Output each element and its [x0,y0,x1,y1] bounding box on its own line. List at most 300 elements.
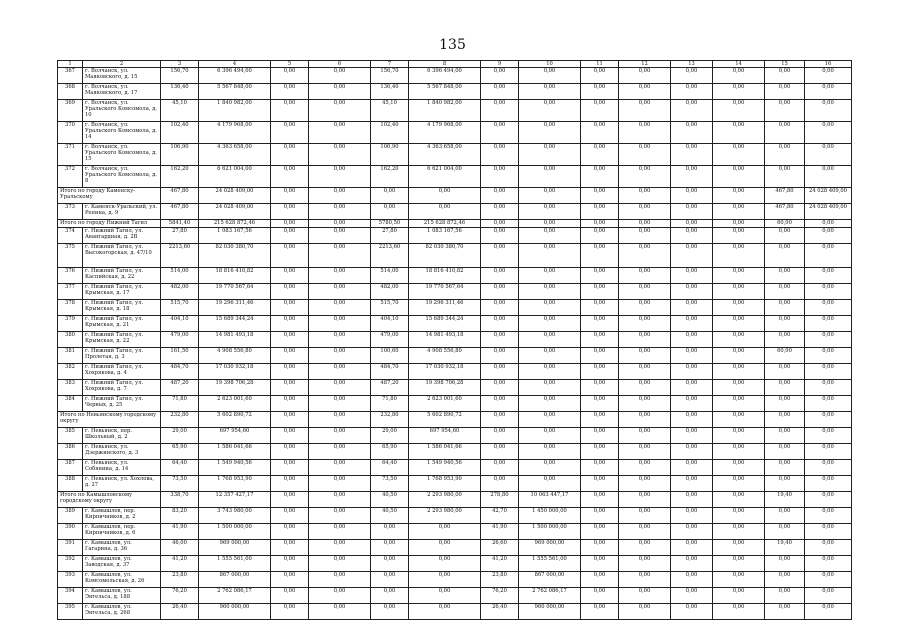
value-cell: 0,00 [481,396,519,412]
row-number: 389 [58,508,83,524]
address-cell: г. Камышлов, ул. Заводская, д. 37 [83,556,161,572]
address-cell: г. Нижний Тагил, ул. Черных, д. 25 [83,396,161,412]
value-cell: 0,00 [671,572,713,588]
value-cell: 0,00 [309,122,371,144]
value-cell: 0,00 [713,228,765,244]
column-header: 1 [58,61,83,68]
value-cell: 0,00 [309,220,371,228]
value-cell: 0,00 [581,228,619,244]
address-cell: г. Волчанск, ул. Маяковского, д. 15 [83,68,161,84]
value-cell: 0,00 [481,460,519,476]
value-cell: 0,00 [481,228,519,244]
value-cell: 0,00 [671,166,713,188]
value-cell: 479,00 [161,332,199,348]
value-cell: 19 398 706,28 [199,380,271,396]
address-cell: г. Невьянск, ул. Хохлова, д. 27 [83,476,161,492]
value-cell: 0,00 [619,220,671,228]
value-cell: 0,00 [309,332,371,348]
value-cell: 162,20 [371,166,409,188]
value-cell: 484,70 [371,364,409,380]
value-cell: 2 623 001,60 [409,396,481,412]
value-cell: 0,00 [371,556,409,572]
value-cell: 2 623 001,60 [199,396,271,412]
value-cell: 215 628 872,46 [409,220,481,228]
value-cell: 0,00 [519,332,581,348]
value-cell: 76,20 [161,588,199,604]
value-cell: 0,00 [581,364,619,380]
table-row [58,332,852,348]
value-cell: 19 770 567,64 [199,284,271,300]
value-cell: 0,00 [271,380,309,396]
value-cell: 0,00 [671,476,713,492]
value-cell: 0,00 [619,380,671,396]
value-cell: 0,00 [713,588,765,604]
value-cell: 0,00 [713,204,765,220]
value-cell: 0,00 [765,284,805,300]
address-cell: г. Нижний Тагил, ул. Крымская, д. 21 [83,316,161,332]
value-cell: 0,00 [765,364,805,380]
value-cell: 0,00 [481,122,519,144]
value-cell: 0,00 [805,364,852,380]
value-cell: 40,50 [371,492,409,508]
value-cell: 0,00 [713,444,765,460]
value-cell: 65,90 [161,444,199,460]
value-cell: 0,00 [713,460,765,476]
row-number: 379 [58,316,83,332]
value-cell: 3 743 980,00 [199,508,271,524]
value-cell: 0,00 [805,100,852,122]
table-row [58,444,852,460]
value-cell: 0,00 [581,540,619,556]
value-cell: 0,00 [481,68,519,84]
row-number: 376 [58,268,83,284]
value-cell: 0,00 [271,556,309,572]
table-row [58,476,852,492]
value-cell: 19 770 567,64 [409,284,481,300]
value-cell: 0,00 [671,524,713,540]
value-cell: 0,00 [519,188,581,204]
value-cell: 1 586 041,66 [199,444,271,460]
value-cell: 0,00 [271,268,309,284]
value-cell: 479,00 [371,332,409,348]
value-cell: 0,00 [519,444,581,460]
value-cell: 26,40 [481,604,519,620]
value-cell: 0,00 [371,204,409,220]
value-cell: 76,20 [481,588,519,604]
value-cell: 0,00 [481,84,519,100]
value-cell: 0,00 [765,572,805,588]
value-cell: 0,00 [805,68,852,84]
value-cell: 41,20 [481,556,519,572]
value-cell: 19,40 [765,540,805,556]
value-cell: 0,00 [581,268,619,284]
value-cell: 5780,50 [371,220,409,228]
value-cell: 515,70 [161,300,199,316]
value-cell: 0,00 [581,100,619,122]
value-cell: 1 083 167,56 [199,228,271,244]
address-cell: г. Волчанск, ул. Маяковского, д. 17 [83,84,161,100]
value-cell: 0,00 [271,244,309,268]
value-cell: 4 179 968,00 [199,122,271,144]
row-number: 395 [58,604,83,620]
value-cell: 0,00 [581,204,619,220]
value-cell: 0,00 [581,188,619,204]
value-cell: 0,00 [671,300,713,316]
value-cell: 0,00 [371,524,409,540]
value-cell: 41,20 [161,556,199,572]
table-row [58,68,852,84]
value-cell: 0,00 [309,144,371,166]
row-number: 384 [58,396,83,412]
value-cell: 0,00 [581,122,619,144]
value-cell: 0,00 [409,604,481,620]
value-cell: 0,00 [671,460,713,476]
value-cell: 0,00 [519,380,581,396]
value-cell: 0,00 [713,316,765,332]
subtotal-label: Итого по городу Нижний Тагил [58,220,161,228]
value-cell: 0,00 [805,244,852,268]
value-cell: 0,00 [371,604,409,620]
address-cell: г. Нижний Тагил, ул. Крымская, д. 22 [83,332,161,348]
value-cell: 102,40 [371,122,409,144]
address-cell: г. Камышлов, пер. Кирпичников, д. 2 [83,508,161,524]
value-cell: 0,00 [581,300,619,316]
value-cell: 0,00 [581,68,619,84]
value-cell: 484,70 [161,364,199,380]
value-cell: 0,00 [765,100,805,122]
value-cell: 0,00 [309,508,371,524]
value-cell: 0,00 [619,492,671,508]
value-cell: 0,00 [271,188,309,204]
value-cell: 0,00 [271,100,309,122]
value-cell: 1 549 940,56 [409,460,481,476]
value-cell: 0,00 [619,188,671,204]
value-cell: 0,00 [671,540,713,556]
value-cell: 0,00 [581,144,619,166]
value-cell: 0,00 [519,228,581,244]
value-cell: 0,00 [271,220,309,228]
row-number: 367 [58,68,83,84]
value-cell: 73,50 [371,476,409,492]
value-cell: 0,00 [581,396,619,412]
value-cell: 2 762 086,17 [199,588,271,604]
value-cell: 0,00 [619,460,671,476]
value-cell: 0,00 [519,220,581,228]
value-cell: 215 628 872,46 [199,220,271,228]
row-number: 386 [58,444,83,460]
table-row [58,300,852,316]
value-cell: 1 586 041,66 [409,444,481,460]
value-cell: 0,00 [671,380,713,396]
value-cell: 0,00 [805,412,852,428]
value-cell: 0,00 [619,84,671,100]
value-cell: 0,00 [671,412,713,428]
row-number: 394 [58,588,83,604]
value-cell: 0,00 [671,588,713,604]
column-number-row [58,61,852,68]
table-row [58,100,852,122]
value-cell: 0,00 [619,444,671,460]
column-header: 7 [371,61,409,68]
value-cell: 14 981 493,18 [199,332,271,348]
value-cell: 0,00 [805,348,852,364]
address-cell: г. Камышлов, ул. Гагарина, д. 36 [83,540,161,556]
value-cell: 515,70 [371,300,409,316]
value-cell: 19 296 311,46 [199,300,271,316]
value-cell: 0,00 [309,188,371,204]
value-cell: 0,00 [713,268,765,284]
row-number: 385 [58,428,83,444]
value-cell: 0,00 [619,316,671,332]
value-cell: 0,00 [309,84,371,100]
value-cell: 482,00 [161,284,199,300]
row-number: 368 [58,84,83,100]
value-cell: 0,00 [765,68,805,84]
value-cell: 0,00 [309,604,371,620]
value-cell: 106,90 [161,144,199,166]
table-row [58,144,852,166]
value-cell: 0,00 [309,524,371,540]
table-row [58,284,852,300]
value-cell: 0,00 [481,476,519,492]
value-cell: 0,00 [671,492,713,508]
value-cell: 0,00 [481,244,519,268]
value-cell: 0,00 [481,348,519,364]
value-cell: 1 500 000,00 [199,524,271,540]
value-cell: 0,00 [309,572,371,588]
value-cell: 0,00 [271,316,309,332]
value-cell: 0,00 [713,84,765,100]
value-cell: 0,00 [765,268,805,284]
value-cell: 0,00 [481,100,519,122]
value-cell: 0,00 [271,300,309,316]
value-cell: 0,00 [713,540,765,556]
value-cell: 0,00 [713,396,765,412]
value-cell: 514,00 [161,268,199,284]
value-cell: 0,00 [271,460,309,476]
value-cell: 2213,60 [161,244,199,268]
value-cell: 83,20 [161,508,199,524]
value-cell: 29,00 [371,428,409,444]
value-cell: 0,00 [765,396,805,412]
value-cell: 0,00 [481,380,519,396]
table-row [58,316,852,332]
value-cell: 45,10 [161,100,199,122]
value-cell: 156,70 [161,68,199,84]
value-cell: 482,00 [371,284,409,300]
value-cell: 0,00 [271,122,309,144]
value-cell: 0,00 [481,188,519,204]
value-cell: 487,20 [161,380,199,396]
value-cell: 0,00 [581,316,619,332]
value-cell: 0,00 [581,556,619,572]
value-cell: 17 030 932,18 [409,364,481,380]
value-cell: 0,00 [409,556,481,572]
column-header: 6 [309,61,371,68]
table-row [58,228,852,244]
table-row [58,556,852,572]
value-cell: 40,50 [371,508,409,524]
row-number: 382 [58,364,83,380]
value-cell: 0,00 [309,380,371,396]
value-cell: 0,00 [713,348,765,364]
value-cell: 0,00 [309,396,371,412]
value-cell: 0,00 [765,588,805,604]
value-cell: 6 396 494,00 [409,68,481,84]
value-cell: 5 567 848,00 [199,84,271,100]
value-cell: 73,50 [161,476,199,492]
value-cell: 0,00 [309,316,371,332]
value-cell: 0,00 [519,348,581,364]
table-row [58,364,852,380]
value-cell: 0,00 [271,144,309,166]
value-cell: 0,00 [581,166,619,188]
row-number: 380 [58,332,83,348]
value-cell: 0,00 [519,84,581,100]
value-cell: 0,00 [619,348,671,364]
value-cell: 0,00 [619,166,671,188]
value-cell: 23,80 [161,572,199,588]
value-cell: 2 762 086,17 [519,588,581,604]
value-cell: 0,00 [765,332,805,348]
column-header: 5 [271,61,309,68]
value-cell: 0,00 [671,316,713,332]
value-cell: 0,00 [309,268,371,284]
address-cell: г. Волчанск, ул. Уральского Комсомола, д. 15 [83,144,161,166]
value-cell: 0,00 [271,284,309,300]
value-cell: 0,00 [713,380,765,396]
value-cell: 0,00 [619,68,671,84]
column-header: 2 [83,61,161,68]
value-cell: 867 000,00 [199,572,271,588]
value-cell: 0,00 [713,412,765,428]
value-cell: 0,00 [581,508,619,524]
value-cell: 0,00 [519,268,581,284]
value-cell: 278,80 [481,492,519,508]
address-cell: г. Нижний Тагил, ул. Крымская, д. 17 [83,284,161,300]
value-cell: 0,00 [371,188,409,204]
value-cell: 0,00 [271,540,309,556]
address-cell: г. Каменск-Уральский, ул. Репина, д. 9 [83,204,161,220]
value-cell: 0,00 [805,268,852,284]
value-cell: 0,00 [581,476,619,492]
value-cell: 0,00 [309,228,371,244]
value-cell: 0,00 [805,166,852,188]
column-header: 16 [805,61,852,68]
value-cell: 1 840 982,00 [409,100,481,122]
value-cell: 0,00 [805,228,852,244]
value-cell: 0,00 [519,284,581,300]
value-cell: 0,00 [671,68,713,84]
table-row [58,508,852,524]
value-cell: 0,00 [765,476,805,492]
page-number: 135 [439,37,466,53]
housing-program-table [57,60,852,620]
value-cell: 0,00 [713,144,765,166]
value-cell: 0,00 [805,284,852,300]
value-cell: 0,00 [481,428,519,444]
value-cell: 0,00 [271,476,309,492]
value-cell: 0,00 [713,332,765,348]
value-cell: 0,00 [581,332,619,348]
value-cell: 0,00 [481,300,519,316]
value-cell: 467,80 [765,188,805,204]
value-cell: 0,00 [765,300,805,316]
address-cell: г. Нижний Тагил, ул. Высокогорская, д. 47/10 [83,244,161,268]
value-cell: 1 500 000,00 [519,524,581,540]
row-number: 381 [58,348,83,364]
value-cell: 0,00 [481,268,519,284]
value-cell: 0,00 [481,316,519,332]
value-cell: 0,00 [713,284,765,300]
row-number: 392 [58,556,83,572]
value-cell: 467,80 [765,204,805,220]
value-cell: 0,00 [481,144,519,166]
value-cell: 82 030 380,70 [199,244,271,268]
column-header: 3 [161,61,199,68]
value-cell: 0,00 [581,220,619,228]
value-cell: 42,70 [481,508,519,524]
value-cell: 0,00 [619,268,671,284]
value-cell: 0,00 [805,540,852,556]
address-cell: г. Камышлов, ул. Комсомольская, д. 26 [83,572,161,588]
value-cell: 0,00 [619,476,671,492]
value-cell: 0,00 [765,84,805,100]
value-cell: 0,00 [271,228,309,244]
value-cell: 0,00 [671,556,713,572]
value-cell: 960 000,00 [519,604,581,620]
value-cell: 0,00 [671,144,713,166]
value-cell: 0,00 [671,244,713,268]
value-cell: 0,00 [271,204,309,220]
value-cell: 162,20 [161,166,199,188]
value-cell: 0,00 [805,556,852,572]
value-cell: 17 030 932,18 [199,364,271,380]
value-cell: 71,80 [161,396,199,412]
table-row [58,244,852,268]
value-cell: 0,00 [309,364,371,380]
subtotal-label: Итого по городу Каменску-Уральскому [58,188,161,204]
value-cell: 0,00 [271,524,309,540]
table-row [58,204,852,220]
value-cell: 0,00 [765,428,805,444]
value-cell: 1 083 167,56 [409,228,481,244]
table-row [58,84,852,100]
value-cell: 0,00 [765,412,805,428]
value-cell: 0,00 [805,316,852,332]
value-cell: 0,00 [713,492,765,508]
address-cell: г. Невьянск, пер. Школьный, д. 2 [83,428,161,444]
value-cell: 0,00 [671,84,713,100]
table-row [58,604,852,620]
value-cell: 5841,40 [161,220,199,228]
value-cell: 0,00 [619,228,671,244]
value-cell: 0,00 [713,508,765,524]
value-cell: 1 768 953,90 [409,476,481,492]
value-cell: 0,00 [271,68,309,84]
value-cell: 100,60 [371,348,409,364]
row-number: 391 [58,540,83,556]
value-cell: 0,00 [619,508,671,524]
address-cell: г. Камышлов, пер. Кирпичников, д. 6 [83,524,161,540]
value-cell: 0,00 [581,348,619,364]
value-cell: 41,90 [161,524,199,540]
column-header: 8 [409,61,481,68]
value-cell: 0,00 [309,476,371,492]
value-cell: 19 296 311,46 [409,300,481,316]
value-cell: 0,00 [481,204,519,220]
value-cell: 0,00 [805,332,852,348]
